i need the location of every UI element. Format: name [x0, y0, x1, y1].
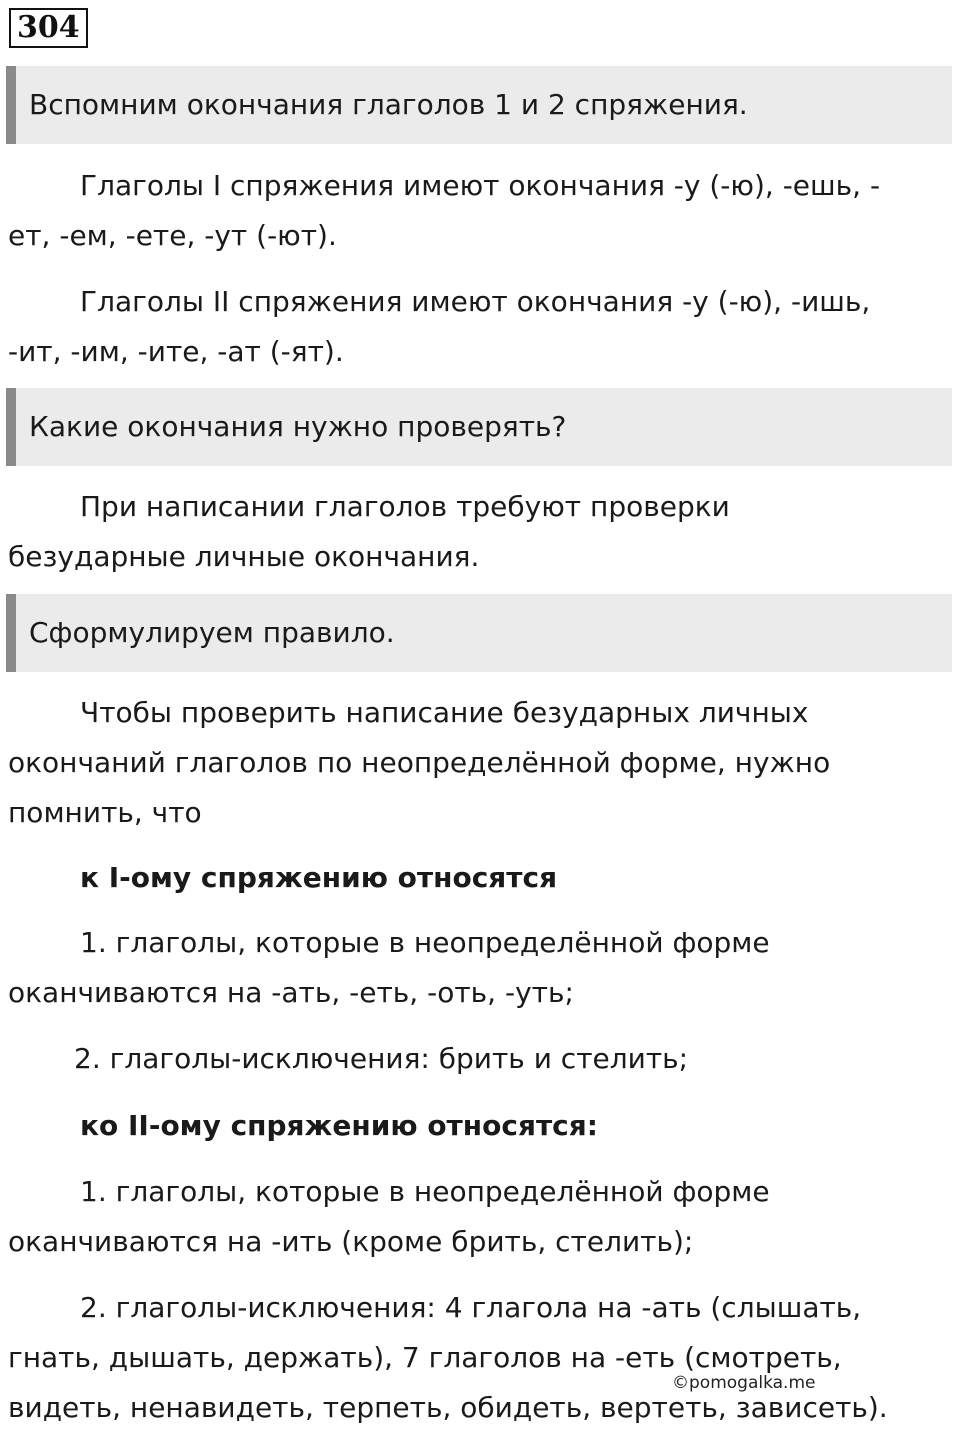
bold-heading-line: ко II-ому спряжению относятся:: [80, 1109, 598, 1142]
list-item-line: оканчиваются на -ить (кроме брить, стелить);: [8, 1225, 694, 1258]
list-item-line: оканчиваются на -ать, -еть, -оть, -уть;: [8, 976, 574, 1009]
paragraph-line: Глаголы II спряжения имеют окончания -у (-ю), -ишь,: [80, 285, 871, 318]
question-heading-endings: Вспомним окончания глаголов 1 и 2 спряжения.: [6, 66, 952, 144]
paragraph-line: Глаголы I спряжения имеют окончания -у (-ю), -ешь, -: [80, 169, 881, 202]
paragraph-line: -ит, -им, -ите, -ат (-ят).: [8, 335, 344, 368]
list-item-line: гнать, дышать, держать), 7 глаголов на -еть (смотреть,: [8, 1341, 842, 1374]
question-heading-check: Какие окончания нужно проверять?: [6, 388, 952, 466]
list-item-line: 2. глаголы-исключения: 4 глагола на -ать (слышать,: [80, 1291, 862, 1324]
paragraph-line: окончаний глаголов по неопределённой форме, нужно: [8, 746, 831, 779]
paragraph-line: При написании глаголов требуют проверки: [80, 490, 730, 523]
rule-first-item-2: [8, 1034, 928, 1084]
rule-second-conjugation-heading: [8, 1101, 928, 1151]
paragraph-second-conjugation: [8, 277, 928, 377]
watermark-text: ©pomogalka.me: [672, 1373, 816, 1393]
rule-second-item-2: [8, 1283, 928, 1433]
list-item-line: 2. глаголы-исключения: брить и стелить;: [74, 1042, 689, 1075]
rule-second-item-1: [8, 1167, 928, 1267]
rule-first-conjugation-heading: [8, 853, 928, 903]
paragraph-line: Чтобы проверить написание безударных личных: [80, 696, 809, 729]
paragraph-first-conjugation: [8, 161, 928, 261]
paragraph-line: ет, -ем, -ете, -ут (-ют).: [8, 219, 337, 252]
paragraph-line: помнить, что: [8, 796, 202, 829]
list-item-line: 1. глаголы, которые в неопределённой форме: [80, 1175, 770, 1208]
paragraph-rule-intro: [8, 688, 928, 838]
paragraph-check-answer: [8, 482, 928, 582]
paragraph-line: безударные личные окончания.: [8, 540, 480, 573]
list-item-line: видеть, ненавидеть, терпеть, обидеть, вертеть, зависеть).: [8, 1391, 888, 1424]
list-item-line: 1. глаголы, которые в неопределённой форме: [80, 926, 770, 959]
task-number: 304: [9, 8, 88, 48]
bold-heading-line: к I-ому спряжению относятся: [80, 861, 558, 894]
question-heading-rule: Сформулируем правило.: [6, 594, 952, 672]
rule-first-item-1: [8, 918, 928, 1018]
